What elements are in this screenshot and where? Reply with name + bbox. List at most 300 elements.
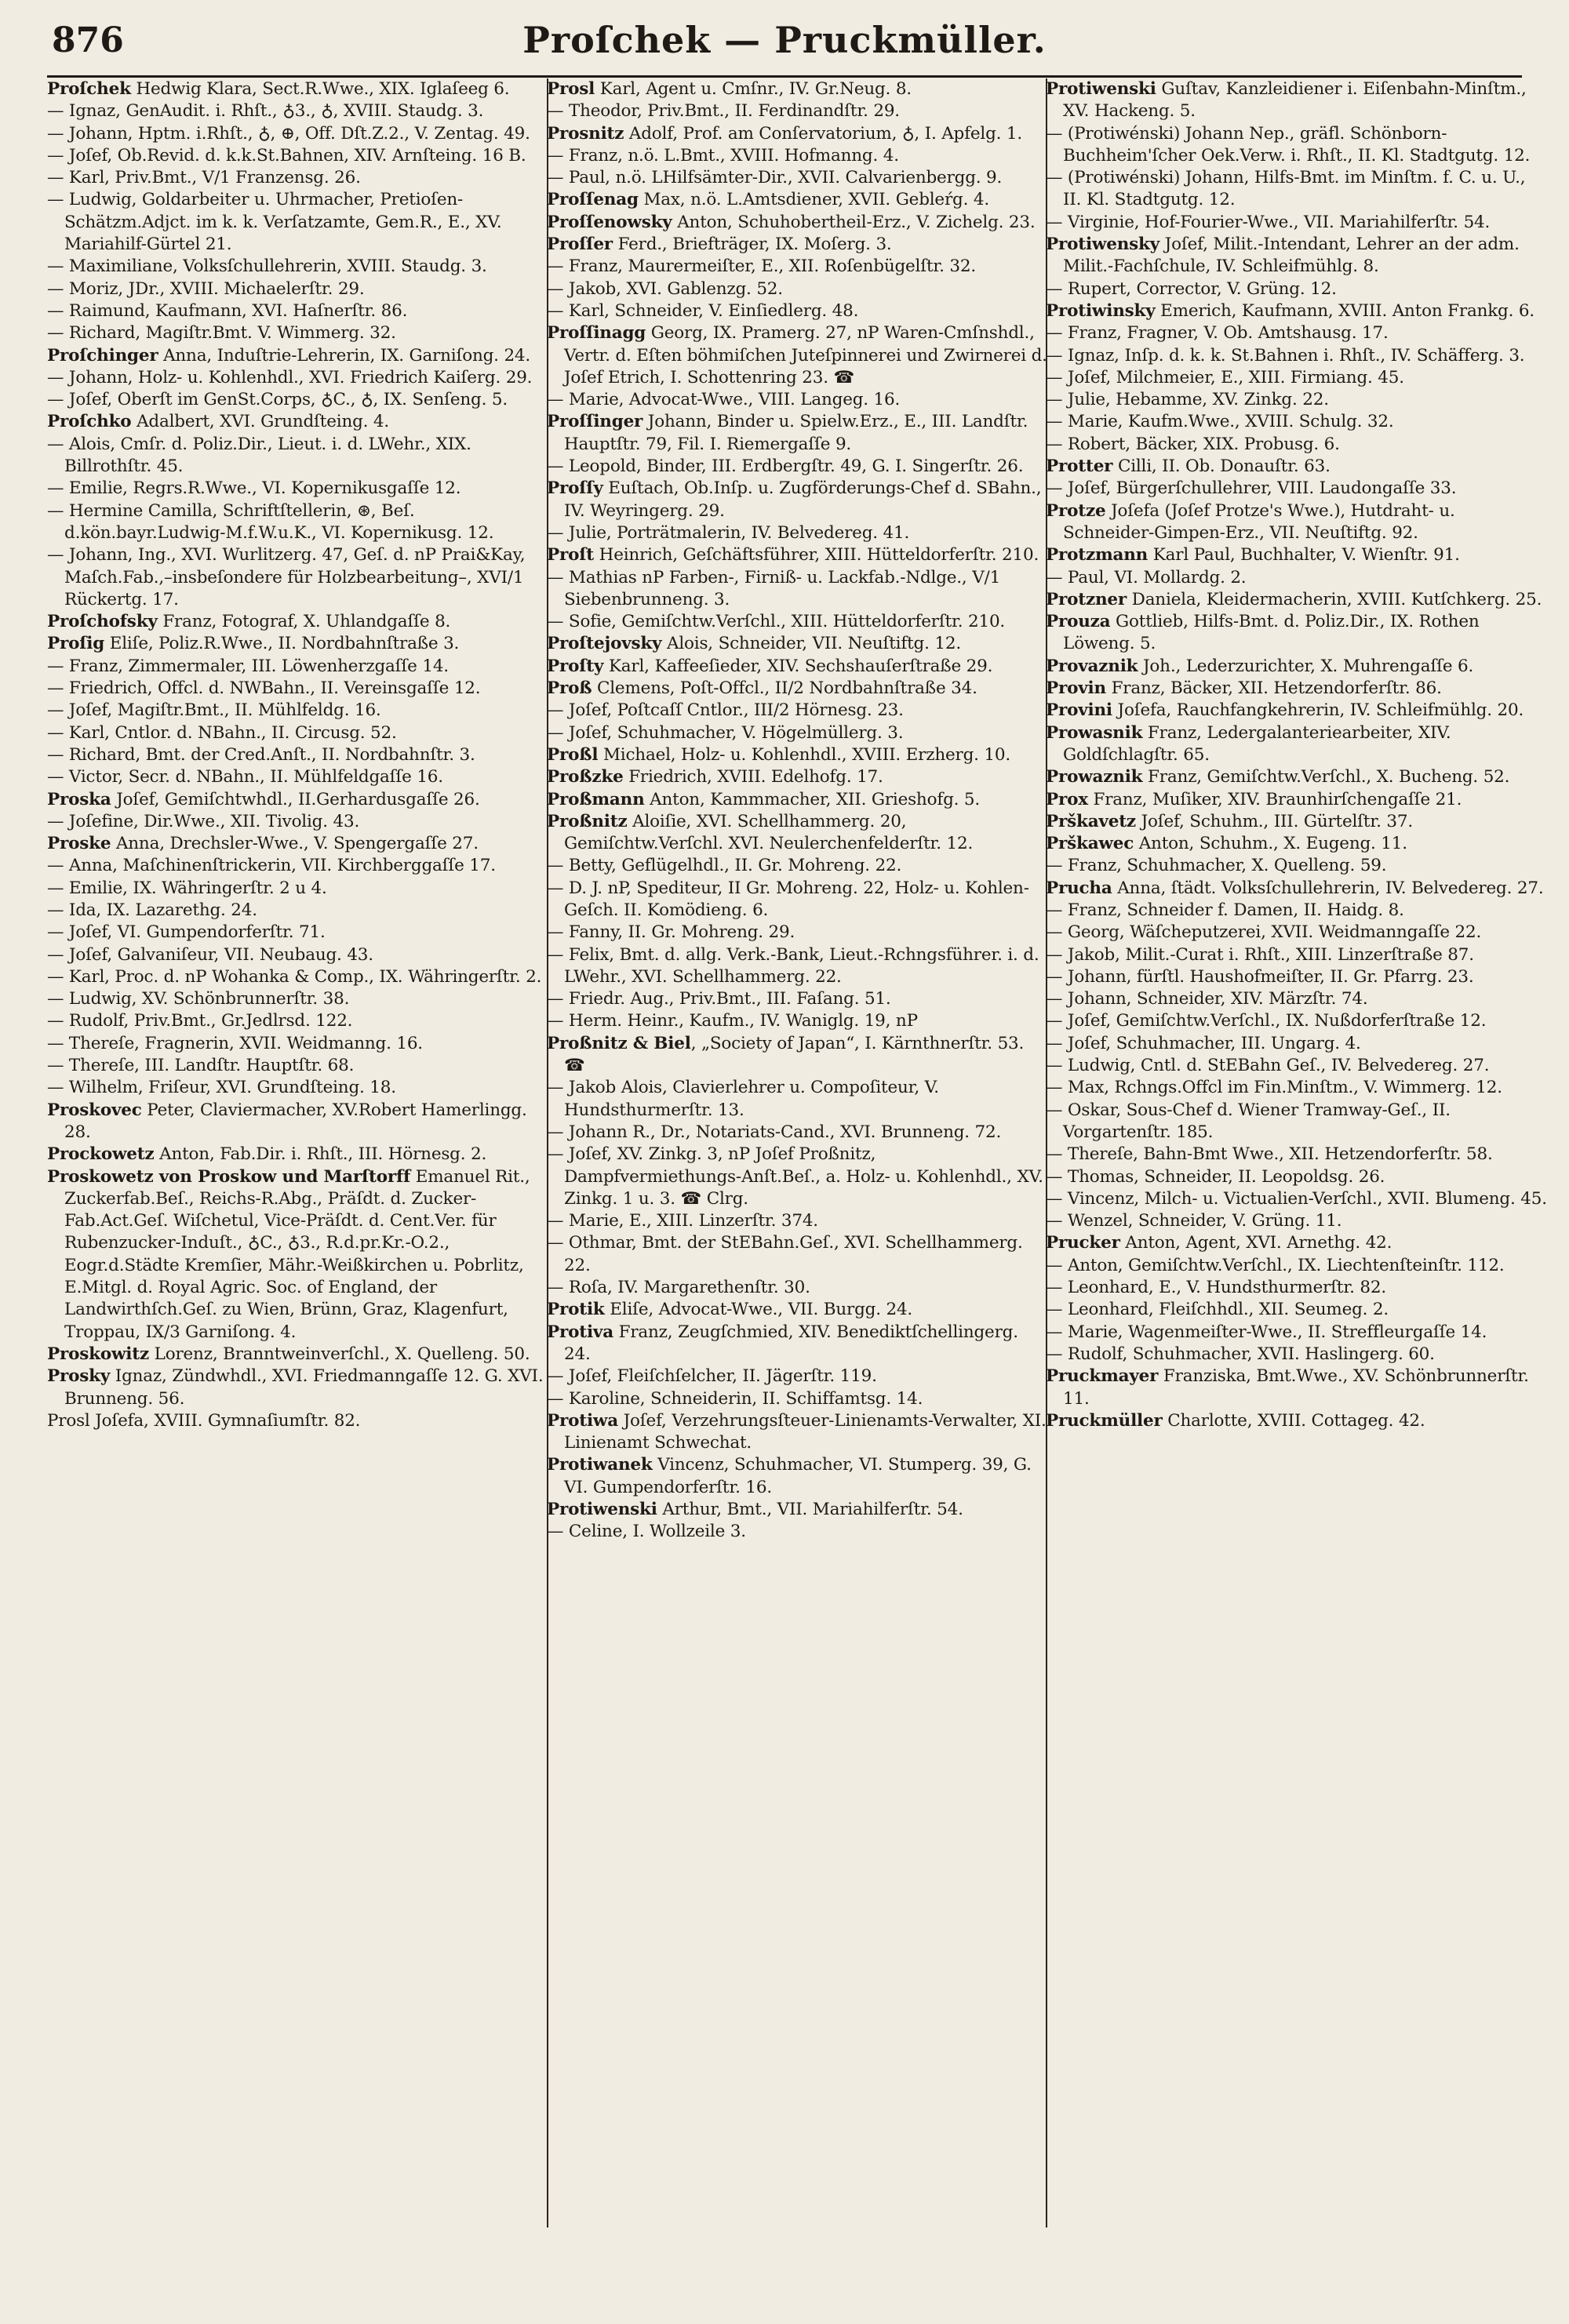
directory-entry [547, 633, 1049, 655]
entry-surname: Proſtejovsky [547, 634, 662, 654]
directory-entry [1046, 78, 1548, 123]
entry-text: — Joſef, Bürgerſchullehrer, VIII. Laudongaſſe 33. [1046, 478, 1457, 499]
directory-entry [47, 678, 549, 700]
entry-text: — Johann R., Dr., Notariats-Cand., XVI. Brunneng. 72. [547, 1122, 1002, 1142]
entry-text: Arthur, Bmt., VII. Mariahilferſtr. 54. [657, 1500, 963, 1519]
entry-text: Max, n.ö. L.Amtsdiener, XVII. Gebleŕg. 4. [638, 190, 989, 210]
entry-text: — Joſef, Schuhmacher, III. Ungarg. 4. [1046, 1033, 1361, 1053]
directory-entry [47, 389, 549, 411]
entry-text: Karl, Agent u. Cmſnr., IV. Gr.Neug. 8. [595, 79, 912, 99]
directory-entry [1046, 1322, 1548, 1344]
directory-entry [1046, 922, 1548, 944]
entry-text: Emerich, Kaufmann, XVIII. Anton Frankg. 6. [1155, 300, 1535, 321]
column-1 [47, 78, 549, 2310]
entry-text: Joh., Lederzurichter, X. Muhrengaſſe 6. [1138, 656, 1474, 676]
entry-text: , „Society of Japan“, I. Kärnthnerſtr. 53. ☎ [564, 1033, 1025, 1076]
entry-text: Joſefa, Rauchfangkehrerin, IV. Schleifmühlg. 20. [1112, 700, 1524, 721]
entry-text: Franz, Ledergalanteriearbeiter, XIV. Goldſchlagſtr. 65. [1063, 722, 1451, 765]
directory-entry [47, 722, 549, 744]
entry-text: — Karl, Schneider, V. Einſiedlerg. 48. [547, 300, 859, 321]
entry-text: — Franz, Maurermeiſter, E., XII. Roſenbügelſtr. 32. [547, 256, 977, 277]
directory-entry [547, 389, 1049, 411]
entry-text: — Joſef, Magiſtr.Bmt., II. Mühlfeldg. 16. [47, 700, 381, 721]
entry-text: Hedwig Klara, Sect.R.Wwe., XIX. Iglaſeeg 6. [130, 79, 510, 99]
directory-entry [547, 322, 1049, 389]
directory-entry [1046, 1299, 1548, 1321]
directory-entry [1046, 656, 1548, 678]
entry-text: — Robert, Bäcker, XIX. Probusg. 6. [1046, 434, 1340, 454]
directory-entry [47, 1166, 549, 1344]
directory-entry [47, 300, 549, 322]
directory-entry [547, 411, 1049, 456]
directory-entry [1046, 722, 1548, 767]
entry-surname: Provini [1046, 700, 1112, 721]
entry-surname: Proßnitz [547, 811, 628, 831]
entry-surname: Proskovec [47, 1100, 142, 1120]
directory-entry [1046, 1055, 1548, 1077]
directory-entry [1046, 167, 1548, 212]
directory-entry [547, 1454, 1049, 1499]
entry-text: Vincenz, Schuhmacher, VI. Stumperg. 39, G. VI. Gumpendorferſtr. 16. [564, 1455, 1032, 1497]
entry-text: — Wilhelm, Friſeur, XVI. Grundſteing. 18. [47, 1078, 396, 1098]
directory-entry [547, 478, 1049, 522]
directory-entry [547, 611, 1049, 633]
entry-surname: Proßmann [547, 789, 645, 809]
directory-entry [547, 300, 1049, 322]
entry-surname: Protter [1046, 456, 1113, 477]
entry-text: — Georg, Wäſcheputzerei, XVII. Weidmanngaſſe 22. [1046, 922, 1482, 943]
directory-entry [1046, 811, 1548, 833]
directory-entry [1046, 367, 1548, 389]
entry-text: Eliſe, Poliz.R.Wwe., II. Nordbahnſtraße 3. [104, 634, 460, 654]
entry-text: — Max, Rchngs.Offcl im Fin.Minſtm., V. Wimmerg. 12. [1046, 1078, 1502, 1098]
header-rule [47, 75, 1522, 78]
entry-text: — Thereſe, III. Landſtr. Hauptſtr. 68. [47, 1056, 355, 1076]
entry-text: — Johann, Hptm. i.Rhſt., ♁, ⊕, Off. Dſt.Z.2., V. Zentag. 49. [47, 123, 530, 144]
directory-entry [1046, 766, 1548, 788]
entry-text: Franz, Fotograf, X. Uhlandgaſſe 8. [157, 612, 451, 632]
column-3 [1046, 78, 1548, 2310]
directory-entry [1046, 1255, 1548, 1277]
directory-entry [47, 434, 549, 478]
entry-text: Adolf, Prof. am Conſervatorium, ♁, I. Apfelg. 1. [624, 123, 1023, 144]
directory-entry [1046, 833, 1548, 855]
directory-entry [1046, 1077, 1548, 1099]
entry-text: — Ida, IX. Lazarethg. 24. [47, 900, 257, 920]
directory-entry [547, 1232, 1049, 1277]
entry-surname: Prškavetz [1046, 811, 1136, 831]
entry-text: — Ignaz, GenAudit. i. Rhſt., ♁3., ♁, XVIII. Staudg. 3. [47, 101, 484, 122]
entry-text: — Othmar, Bmt. der StEBahn.Geſ., XVI. Schellhammerg. 22. [547, 1233, 1023, 1275]
directory-entry [547, 656, 1049, 678]
entry-text: — (Protiwénski) Johann, Hilfs-Bmt. im Minſtm. f. C. u. U., II. Kl. Stadtgutg. 12. [1046, 168, 1526, 210]
entry-text: Anton, Fab.Dir. i. Rhſt., III. Hörnesg. 2. [154, 1144, 487, 1165]
entry-text: Euſtach, Ob.Inſp. u. Zugförderungs-Chef d. SBahn., IV. Weyringerg. 29. [564, 478, 1042, 521]
entry-text: — Joſef, Gemiſchtw.Verſchl., IX. Nußdorferſtraße 12. [1046, 1011, 1487, 1031]
entry-surname: Proßl [547, 744, 599, 765]
directory-entry [47, 345, 549, 367]
directory-entry [1046, 1188, 1548, 1210]
entry-surname: Proſty [547, 656, 604, 676]
entry-text: — Emilie, Regrs.R.Wwe., VI. Kopernikusgaſſe 12. [47, 478, 461, 499]
entry-text: Franz, Zeugſchmied, XIV. Benediktſchellingerg. 24. [564, 1322, 1018, 1364]
entry-text: — Wenzel, Schneider, V. Grüng. 11. [1046, 1211, 1342, 1231]
entry-text: — Jakob Alois, Clavierlehrer u. Compoſiteur, V. Hundsthurmerſtr. 13. [547, 1078, 939, 1120]
entry-text: — Richard, Bmt. der Cred.Anſt., II. Nordbahnſtr. 3. [47, 744, 475, 765]
entry-text: — Leonhard, Fleiſchhdl., XII. Seumeg. 2. [1046, 1300, 1389, 1320]
entry-text: — Johann, Ing., XVI. Wurlitzerg. 47, Geſ. d. nP Prai&Kay, Maſch.Fab.,–insbeſondere für Holzbearbeitung–, XVI/1 Rückertg. 17. [47, 545, 526, 609]
directory-entry [47, 500, 549, 545]
directory-entry [47, 1100, 549, 1144]
directory-entry [47, 656, 549, 678]
entry-text: — Herm. Heinr., Kaufm., IV. Waniglg. 19, nP [547, 1011, 918, 1031]
directory-entry [47, 1010, 549, 1032]
entry-surname: Prosky [47, 1366, 111, 1387]
entry-text: — Victor, Secr. d. NBahn., II. Mühlfeldgaſſe 16. [47, 767, 443, 787]
entry-text: — Marie, E., XIII. Linzerſtr. 374. [547, 1211, 818, 1231]
entry-surname: Protze [1046, 500, 1106, 521]
entry-text: — Franz, Fragner, V. Ob. Amtshausg. 17. [1046, 323, 1389, 344]
entry-text: Lorenz, Branntweinverſchl., X. Quelleng. 50. [149, 1344, 530, 1364]
directory-entry [1046, 1144, 1548, 1166]
directory-entry [47, 1366, 549, 1410]
entry-text: — Johann, fürſtl. Haushofmeiſter, II. Gr. Pfarrg. 23. [1046, 966, 1474, 987]
entry-surname: Protiwinsky [1046, 300, 1156, 321]
directory-entry [47, 1410, 549, 1432]
entry-text: — Thereſe, Fragnerin, XVII. Weidmanng. 16. [47, 1033, 423, 1053]
directory-entry [1046, 322, 1548, 344]
entry-text: Ferd., Briefträger, IX. Moſerg. 3. [612, 235, 892, 255]
entry-text: Aloiſie, XVI. Schellhammerg. 20, Gemiſchtw.Verſchl. XVI. Neulerchenfelderſtr. 12. [564, 811, 974, 854]
directory-entry [1046, 234, 1548, 278]
entry-surname: Provaznik [1046, 656, 1138, 676]
entry-surname: Prškawec [1046, 834, 1134, 854]
entry-text: — Joſef, Oberſt im GenSt.Corps, ♁C., ♁, IX. Senſeng. 5. [47, 390, 508, 410]
directory-entry [47, 478, 549, 500]
directory-entry [547, 1521, 1049, 1543]
entry-text: — Thereſe, Bahn-Bmt Wwe., XII. Hetzendorferſtr. 58. [1046, 1144, 1493, 1165]
entry-text: Anton, Agent, XVI. Arnethg. 42. [1119, 1233, 1392, 1253]
entry-surname: Pruckmayer [1046, 1366, 1159, 1387]
entry-text: — Joſef, VI. Gumpendorferſtr. 71. [47, 922, 326, 943]
directory-entry [47, 811, 549, 833]
entry-text: — Franz, n.ö. L.Bmt., XVIII. Hofmanng. 4. [547, 145, 899, 165]
entry-text: — Raimund, Kaufmann, XVI. Haſnerſtr. 86. [47, 300, 408, 321]
directory-entry [47, 855, 549, 877]
directory-entry [547, 1122, 1049, 1144]
directory-entry [1046, 611, 1548, 656]
directory-entry [547, 100, 1049, 122]
entry-text: — Moriz, JDr., XVIII. Michaelerſtr. 29. [47, 278, 365, 299]
directory-entry [547, 123, 1049, 145]
entry-surname: Proſſenowsky [547, 212, 672, 232]
directory-entry [547, 855, 1049, 877]
directory-entry [1046, 389, 1548, 411]
entry-text: Anna, ſtädt. Volksſchullehrerin, IV. Belvedereg. 27. [1112, 878, 1544, 898]
directory-entry [547, 744, 1049, 766]
entry-text: Anna, Induſtrie-Lehrerin, IX. Garniſong. 24. [158, 345, 531, 366]
entry-surname: Protiwenski [547, 1500, 657, 1519]
entry-text: Joſef, Gemiſchtwhdl., II.Gerhardusgaſſe 26. [111, 789, 480, 809]
entry-text: Anton, Schuhobertheil-Erz., V. Zichelg. 23. [672, 212, 1036, 232]
entry-text: Cilli, II. Ob. Donauſtr. 63. [1112, 456, 1331, 477]
directory-entry [547, 1388, 1049, 1410]
entry-text: — Ludwig, Goldarbeiter u. Uhrmacher, Pretioſen-Schätzm.Adjct. im k. k. Verſatzamte, Gem.R., E., XV. Mariahilf-Gürtel 21. [47, 190, 502, 255]
directory-entry [547, 878, 1049, 922]
directory-entry [1046, 500, 1548, 545]
directory-entry [47, 700, 549, 722]
entry-surname: Protiwenski [1046, 79, 1156, 99]
entry-surname: Pruckmüller [1046, 1410, 1163, 1431]
directory-entry [1046, 1100, 1548, 1144]
entry-text: — Mathias nP Farben-, Firniß- u. Lackfab.-Ndlge., V/1 Siebenbrunneng. 3. [547, 567, 1001, 609]
entry-text: — Franz, Schneider f. Damen, II. Haidg. 8. [1046, 900, 1404, 920]
directory-entry [47, 988, 549, 1010]
entry-text: — Virginie, Hof-Fourier-Wwe., VII. Mariahilferſtr. 54. [1046, 212, 1491, 232]
directory-entry [1046, 789, 1548, 811]
directory-entry [547, 278, 1049, 300]
directory-entry [47, 878, 549, 900]
directory-entry [547, 678, 1049, 700]
directory-entry [547, 1210, 1049, 1232]
entry-surname: Prosnitz [547, 123, 624, 144]
directory-entry [1046, 1166, 1548, 1188]
entry-text: — Rudolf, Priv.Bmt., Gr.Jedlrsd. 122. [47, 1011, 353, 1031]
entry-text: — Thomas, Schneider, II. Leopoldsg. 26. [1046, 1166, 1385, 1187]
entry-text: — Julie, Porträtmalerin, IV. Belvedereg. 41. [547, 522, 910, 543]
entry-surname: Prockowetz [47, 1144, 155, 1165]
directory-entry [47, 966, 549, 988]
entry-surname: Prouza [1046, 612, 1111, 632]
entry-text: Anton, Kammmacher, XII. Grieshofg. 5. [644, 789, 981, 809]
entry-text: — Karl, Proc. d. nP Wohanka & Comp., IX. Währingerſtr. 2. [47, 966, 542, 987]
directory-entry [547, 1277, 1049, 1299]
directory-entry [47, 944, 549, 966]
entry-text: Johann, Binder u. Spielw.Erz., E., III. Landſtr. Hauptſtr. 79, Fil. I. Riemergaſſe 9. [564, 412, 1028, 454]
entry-text: Peter, Claviermacher, XV.Robert Hamerlingg. 28. [64, 1100, 527, 1142]
entry-text: — D. J. nP, Spediteur, II Gr. Mohreng. 22, Holz- u. Kohlen-Geſch. II. Komödieng. 6. [547, 878, 1029, 920]
entry-surname: Protiva [547, 1322, 613, 1342]
entry-text: Franz, Gemiſchtw.Verſchl., X. Bucheng. 52. [1142, 767, 1510, 787]
directory-entry [1046, 900, 1548, 922]
directory-entry [1046, 1210, 1548, 1232]
entry-text: — Karoline, Schneiderin, II. Schiffamtsg. 14. [547, 1388, 923, 1409]
entry-text: Joſef, Milit.-Intendant, Lehrer an der adm. Milit.-Fachſchule, IV. Schleifmühlg. 8. [1063, 235, 1520, 277]
entry-text: — Joſef, Fleiſchſelcher, II. Jägerſtr. 119. [547, 1366, 877, 1387]
entry-text: Friedrich, XVIII. Edelhofg. 17. [623, 767, 883, 787]
entry-text: — Marie, Kaufm.Wwe., XVIII. Schulg. 32. [1046, 412, 1394, 432]
entry-surname: Provin [1046, 678, 1106, 699]
entry-text: — Betty, Geflügelhdl., II. Gr. Mohreng. 22. [547, 856, 902, 876]
directory-entry [47, 544, 549, 611]
entry-text: — Oskar, Sous-Chef d. Wiener Tramway-Geſ., II. Vorgartenſtr. 185. [1046, 1100, 1451, 1142]
directory-entry [1046, 1033, 1548, 1055]
directory-entry [47, 1077, 549, 1099]
directory-entry [547, 256, 1049, 278]
entry-text: — Joſef, Milchmeier, E., XIII. Firmiang. 45. [1046, 367, 1404, 387]
entry-text: Joſefa (Joſef Protze's Wwe.), Hutdraht- u. Schneider-Gimpen-Erz., VII. Neuſtiftg. 92. [1063, 500, 1455, 543]
entry-surname: Proſſinger [547, 412, 643, 432]
entry-surname: Protzmann [1046, 545, 1149, 566]
entry-text: Alois, Schneider, VII. Neuſtiftg. 12. [661, 634, 961, 654]
directory-entry [1046, 300, 1548, 322]
directory-entry [47, 367, 549, 389]
entry-text: Gottlieb, Hilfs-Bmt. d. Poliz.Dir., IX. Rothen Löweng. 5. [1063, 612, 1480, 654]
directory-entry [1046, 589, 1548, 611]
entry-text: — Leonhard, E., V. Hundsthurmerſtr. 82. [1046, 1278, 1386, 1298]
directory-entry [547, 1010, 1049, 1032]
entry-surname: Proſſer [547, 235, 613, 255]
directory-entry [1046, 478, 1548, 500]
directory-entry [547, 145, 1049, 167]
directory-entry [547, 766, 1049, 788]
entry-text: Adalbert, XVI. Grundſteing. 4. [131, 412, 390, 432]
entry-text: — Vincenz, Milch- u. Victualien-Verſchl., XVII. Blumeng. 45. [1046, 1188, 1547, 1209]
entry-surname: Proſſy [547, 478, 603, 499]
entry-text: — Roſa, IV. Margarethenſtr. 30. [547, 1278, 810, 1298]
entry-text: — (Protiwénski) Johann Nep., gräfl. Schönborn-Buchheim'ſcher Oek.Verw. i. Rhſt., II. Kl. Stadtgutg. 12. [1046, 123, 1531, 165]
entry-text: — Joſef, Ob.Revid. d. k.k.St.Bahnen, XIV. Arnſteing. 16 B. [47, 145, 526, 165]
directory-entry [47, 1055, 549, 1077]
entry-text: Prosl Joſefa, XVIII. Gymnaſiumſtr. 82. [47, 1410, 361, 1431]
directory-entry [1046, 456, 1548, 478]
directory-entry [47, 900, 549, 922]
entry-text: — Friedr. Aug., Priv.Bmt., III. Faſang. 51. [547, 989, 891, 1009]
entry-text: — Joſefine, Dir.Wwe., XII. Tivolig. 43. [47, 811, 360, 831]
running-head: Proſchek — Pruckmüller. [522, 19, 1047, 61]
entry-surname: Prucha [1046, 878, 1112, 898]
entry-text: Georg, IX. Pramerg. 27, nP Waren-Cmſnshdl., Vertr. d. Eſten böhmiſchen Juteſpinnerei und Zwirnerei d. Joſef Etrich, I. Schottenring 23. ☎ [564, 323, 1047, 387]
entry-surname: Proska [47, 789, 111, 809]
entry-text: — Richard, Magiſtr.Bmt. V. Wimmerg. 32. [47, 323, 396, 344]
directory-entry [1046, 700, 1548, 722]
directory-entry [1046, 123, 1548, 168]
entry-text: — Joſef, Poſtcaſſ Cntlor., III/2 Hörnesg. 23. [547, 700, 904, 721]
directory-entry [1046, 988, 1548, 1010]
entry-text: Clemens, Poſt-Offcl., II/2 Nordbahnſtraße 34. [592, 678, 977, 699]
directory-entry [547, 1033, 1049, 1078]
entry-text: Eliſe, Advocat-Wwe., VII. Burgg. 24. [604, 1300, 913, 1320]
page-header [36, 19, 1533, 66]
page-number: 876 [52, 20, 124, 60]
entry-surname: Proßnitz & Biel [547, 1033, 691, 1053]
entry-text: — Alois, Cmſr. d. Poliz.Dir., Lieut. i. d. LWehr., XIX. Billrothſtr. 45. [47, 434, 471, 477]
entry-surname: Protiwa [547, 1410, 618, 1431]
entry-text: — Anna, Maſchinenſtrickerin, VII. Kirchberggaſſe 17. [47, 856, 496, 876]
entry-surname: Proßzke [547, 767, 624, 787]
directory-entry [47, 1033, 549, 1055]
entry-text: — Leopold, Binder, III. Erdbergſtr. 49, G. I. Singerſtr. 26. [547, 456, 1024, 477]
entry-text: — Hermine Camilla, Schriftſtellerin, ⊛, Beſ. d.kön.bayr.Ludwig-M.f.W.u.K., VI. Kopernikusg. 12. [47, 500, 494, 543]
entry-text: — Anton, Gemiſchtw.Verſchl., IX. Liechtenſteinſtr. 112. [1046, 1255, 1505, 1275]
entry-surname: Proſchko [47, 412, 132, 432]
entry-text: — Sofie, Gemiſchtw.Verſchl., XIII. Hütteldorferſtr. 210. [547, 612, 1006, 632]
entry-surname: Prox [1046, 789, 1088, 809]
directory-entry [47, 411, 549, 433]
entry-text: Karl Paul, Buchhalter, V. Wienſtr. 91. [1148, 545, 1460, 566]
directory-entry [1046, 1344, 1548, 1366]
entry-text: Franziska, Bmt.Wwe., XV. Schönbrunnerſtr. 11. [1063, 1366, 1529, 1409]
directory-entry [1046, 878, 1548, 900]
entry-text: — Karl, Cntlor. d. NBahn., II. Circusg. 52. [47, 722, 397, 743]
column-2 [547, 78, 1049, 2310]
directory-entry [547, 789, 1049, 811]
directory-entry [547, 1077, 1049, 1122]
entry-text: — Franz, Zimmermaler, III. Löwenherzgaſſe 14. [47, 656, 449, 676]
entry-text: Anna, Drechsler-Wwe., V. Spengergaſſe 27. [111, 834, 479, 854]
entry-surname: Prowasnik [1046, 722, 1143, 743]
directory-entry [1046, 1366, 1548, 1410]
directory-entry [47, 922, 549, 944]
directory-entry [547, 1499, 1049, 1521]
entry-text: — Marie, Wagenmeiſter-Wwe., II. Streffleurgaſſe 14. [1046, 1322, 1487, 1342]
entry-text: — Marie, Advocat-Wwe., VIII. Langeg. 16. [547, 390, 901, 410]
directory-entry [547, 189, 1049, 211]
entry-text: — Ludwig, Cntl. d. StEBahn Geſ., IV. Belvedereg. 27. [1046, 1056, 1490, 1076]
entry-text: — Paul, n.ö. LHilfsämter-Dir., XVII. Calvarienbergg. 9. [547, 168, 1003, 188]
directory-entry [1046, 567, 1548, 589]
directory-entry [547, 811, 1049, 856]
entry-text: — Rudolf, Schuhmacher, XVII. Haslingerg. 60. [1046, 1344, 1435, 1364]
directory-entry [1046, 678, 1548, 700]
directory-entry [1046, 434, 1548, 456]
entry-text: — Karl, Priv.Bmt., V/1 Franzensg. 26. [47, 168, 361, 188]
entry-text: — Paul, VI. Mollardg. 2. [1046, 567, 1247, 587]
entry-text: — Felix, Bmt. d. allg. Verk.-Bank, Lieut.-Rchngsführer. i. d. LWehr., XVI. Schellhammerg. 22. [547, 944, 1039, 987]
entry-surname: Protzner [1046, 589, 1127, 609]
entry-surname: Proſt [547, 545, 595, 566]
entry-surname: Proß [547, 678, 592, 699]
entry-text: — Joſef, Schuhmacher, V. Högelmüllerg. 3. [547, 722, 904, 743]
entry-text: — Friedrich, Offcl. d. NWBahn., II. Vereinsgaſſe 12. [47, 678, 481, 699]
directory-entry [47, 766, 549, 788]
directory-entry [547, 522, 1049, 544]
entry-text: Karl, Kaffeeſieder, XIV. Sechshauſerſtraße 29. [603, 656, 993, 676]
entry-text: — Fanny, II. Gr. Mohreng. 29. [547, 922, 795, 943]
entry-text: Guſtav, Kanzleidiener i. Eiſenbahn-Minſtm., XV. Hackeng. 5. [1063, 79, 1527, 122]
directory-entry [1046, 544, 1548, 566]
directory-entry [547, 700, 1049, 722]
entry-text: Anton, Schuhm., X. Eugeng. 11. [1134, 834, 1407, 854]
entry-text: Daniela, Kleidermacherin, XVIII. Kutſchkerg. 25. [1127, 589, 1542, 609]
directory-entry [1046, 1232, 1548, 1254]
directory-entry [1046, 855, 1548, 877]
entry-surname: Proskowetz von Proskow und Marſtorff [47, 1166, 411, 1187]
directory-entry [547, 234, 1049, 256]
entry-surname: Proske [47, 834, 111, 854]
entry-surname: Protiwanek [547, 1455, 653, 1475]
directory-entry [47, 167, 549, 189]
entry-surname: Prowaznik [1046, 767, 1143, 787]
directory-entry [547, 1144, 1049, 1210]
directory-entry [547, 1299, 1049, 1321]
directory-entry [47, 189, 549, 256]
entry-surname: Proſig [47, 634, 105, 654]
entry-surname: Proſſenag [547, 190, 639, 210]
entry-text: — Joſef, XV. Zinkg. 3, nP Joſef Proßnitz, Dampfvermiethungs-Anſt.Beſ., a. Holz- u. Kohlenhdl., XV. Zinkg. 1 u. 3. ☎ Clrg. [547, 1144, 1043, 1209]
entry-text: — Johann, Holz- u. Kohlenhdl., XVI. Friedrich Kaiſerg. 29. [47, 367, 533, 387]
entry-text: — Franz, Schuhmacher, X. Quelleng. 59. [1046, 856, 1387, 876]
entry-text: Franz, Bäcker, XII. Hetzendorferſtr. 86. [1105, 678, 1442, 699]
directory-entry [1046, 411, 1548, 433]
entry-text: — Julie, Hebamme, XV. Zinkg. 22. [1046, 390, 1329, 410]
directory-entry [47, 278, 549, 300]
directory-entry [547, 1322, 1049, 1366]
directory-entry [1046, 345, 1548, 367]
directory-entry [1046, 1277, 1548, 1299]
entry-text: Joſef, Schuhm., III. Gürtelſtr. 37. [1135, 811, 1413, 831]
entry-text: Franz, Muſiker, XIV. Braunhirſchengaſſe 21. [1087, 789, 1462, 809]
